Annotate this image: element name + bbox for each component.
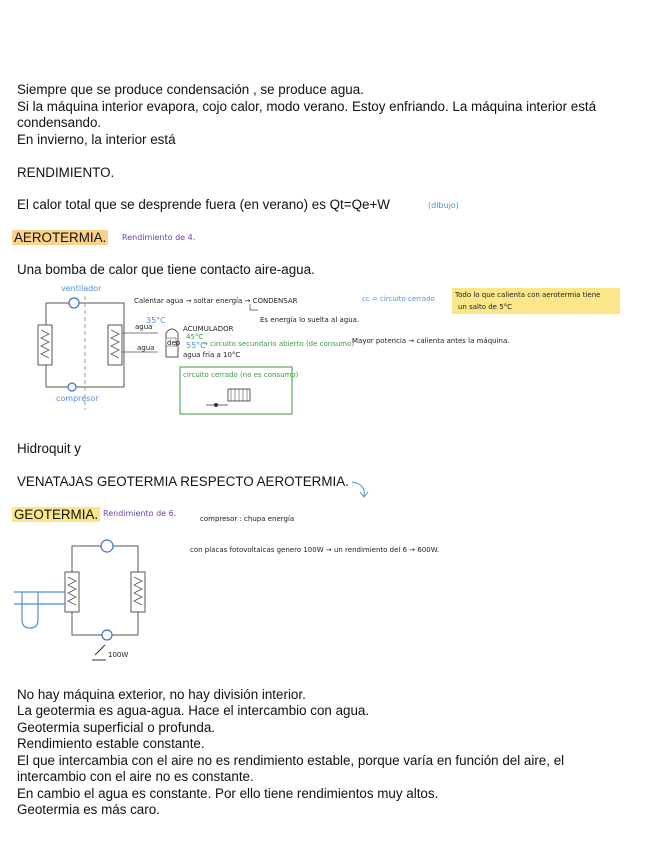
power-input — [92, 645, 106, 660]
final-line-5: El que intercambia con el aire no es rendimiento estable, porque varía en función del aire, el — [17, 753, 565, 768]
rendimiento-formula: El calor total que se desprende fuera (en verano) es Qt=Qe+W — [17, 197, 390, 212]
label-temp-3: 55°C — [186, 341, 206, 350]
note-agua-fria: agua fría a 10°C — [183, 351, 241, 359]
aerotermia-note-rendimiento: Rendimiento de 4. — [122, 233, 196, 242]
label-ventilador: ventilador — [61, 284, 102, 293]
aerotermia-heading-text: AEROTERMIA. — [14, 230, 107, 245]
geo-label-w: 100W — [108, 651, 129, 659]
label-compresor: compresor — [56, 394, 99, 403]
geo-loop — [72, 546, 138, 635]
note-circuito-cerrado: circuito cerrado (no es consumo) — [183, 371, 299, 379]
geotermia-note-placas: con placas fotovoltaicas genero 100W → un rendimiento del 6 → 600W. — [190, 546, 440, 554]
label-dep: dep — [167, 339, 181, 347]
final-line-1: No hay máquina exterior, no hay división interior. — [17, 687, 306, 702]
final-line-7: Geotermia es más caro. — [17, 802, 160, 817]
geotermia-note-compresor: compresor : chupa energía — [200, 515, 295, 523]
hidroquit-line: Hidroquit y — [17, 441, 82, 456]
note-calentar: Calentar agua → soltar energía → CONDENSAR — [134, 297, 298, 305]
note-mayor-potencia: Mayor potencia → calienta antes la máquina. — [352, 337, 510, 345]
note-salto: un salto de 5°C — [458, 303, 513, 311]
label-temp-1: 35°C — [146, 316, 166, 325]
geotermia-note-rendimiento: Rendimiento de 6. — [103, 509, 177, 518]
final-line-6: En cambio el agua es constante. Por ello tiene rendimientos muy altos. — [17, 786, 439, 801]
final-line-2: La geotermia es agua-agua. Hace el intercambio con agua. — [17, 703, 370, 718]
note-acumulador: ACUMULADOR — [183, 325, 234, 333]
ground-u-tube — [14, 592, 65, 628]
intro-line-1: Siempre que se produce condensación , se produce agua. — [17, 82, 364, 97]
label-agua-top: agua — [135, 323, 153, 331]
label-temp-2: 45°C — [186, 333, 204, 341]
geo-coil-left — [65, 572, 79, 612]
final-line-4: Rendimiento estable constante. — [17, 736, 205, 751]
note-dibujo: (dibujo) — [428, 201, 459, 210]
geo-fan-icon — [101, 540, 113, 552]
note-es-energia: Es energía lo suelta al agua. — [260, 316, 360, 324]
intro-line-2-cont: condensando. — [17, 115, 102, 130]
intro-line-3: En invierno, la interior está — [17, 132, 176, 147]
note-circuito-secundario: → circuito secundario abierto (de consumo) — [202, 340, 355, 348]
label-agua-bottom: agua — [137, 344, 155, 352]
final-line-5-cont: intercambio con el aire no es constante. — [17, 769, 254, 784]
geo-compressor-icon — [102, 630, 112, 640]
geo-coil-right — [131, 572, 145, 612]
intro-line-2: Si la máquina interior evapora, cojo calor, modo verano. Estoy enfriando. La máquina interior está — [17, 99, 597, 114]
note-cc: cc = circuito cerrado — [362, 295, 435, 303]
geotermia-heading-text: GEOTERMIA. — [14, 507, 99, 522]
final-line-3: Geotermia superficial o profunda. — [17, 720, 215, 735]
aerotermia-line-1: Una bomba de calor que tiene contacto aire-agua. — [17, 262, 315, 277]
ventajas-heading: VENATAJAS GEOTERMIA RESPECTO AEROTERMIA. — [17, 474, 349, 489]
note-todo-lo-que: Todo lo que calienta con aerotermia tiene — [455, 291, 601, 299]
rendimiento-heading: RENDIMIENTO. — [17, 165, 115, 180]
